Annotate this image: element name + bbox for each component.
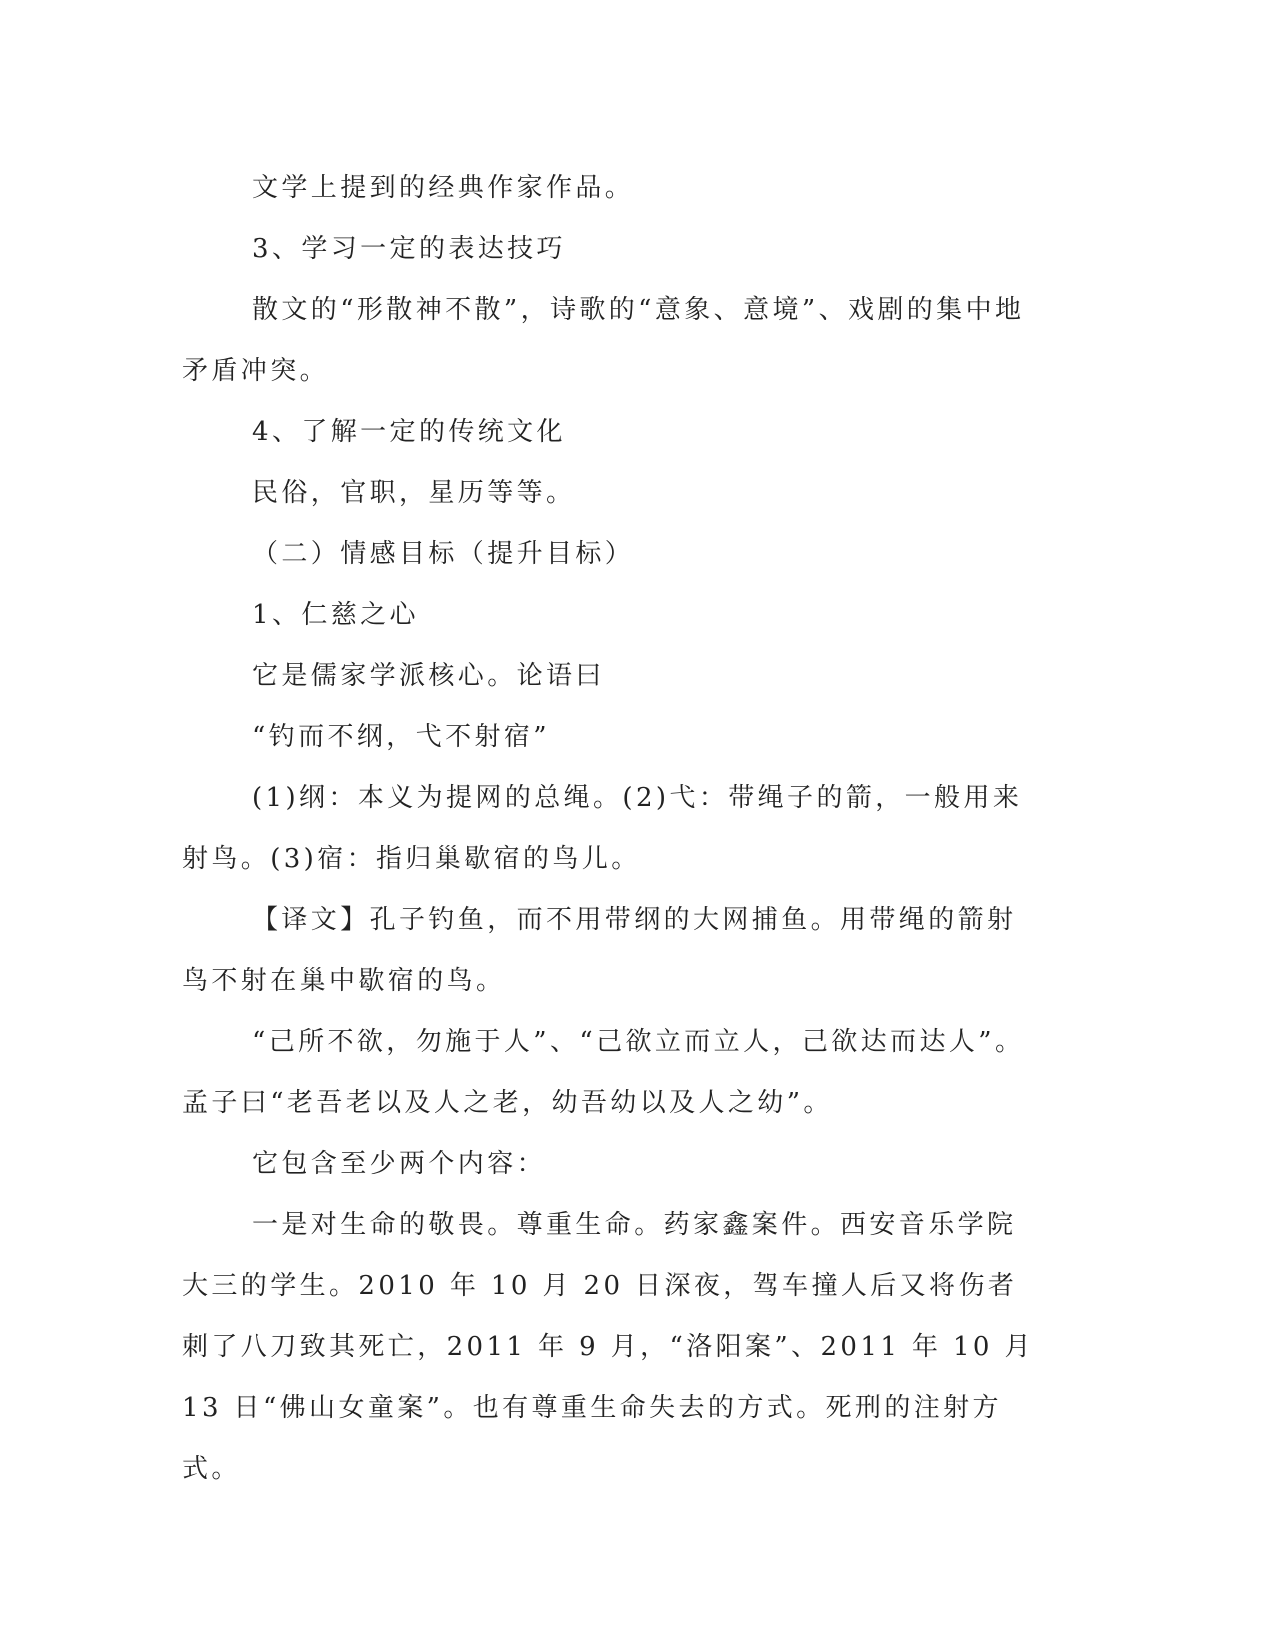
document-body [182,158,1042,1500]
paragraph-translation: 【译文】孔子钓鱼，而不用带纲的大网捕鱼。用带绳的箭射鸟不射在巢中歇宿的鸟。 [182,905,1017,996]
paragraph-traditional-culture: 民俗，官职，星历等等。 [252,478,576,508]
heading-benevolence: 1、仁慈之心 [252,600,419,630]
paragraph-confucian-core: 它是儒家学派核心。论语曰 [252,661,605,691]
heading-expression-skills: 3、学习一定的表达技巧 [252,234,566,264]
quote-analects: “钓而不纲，弋不射宿” [252,722,550,752]
paragraph-quotes-mencius: “己所不欲，勿施于人”、“己欲立而立人，己欲达而达人”。孟子曰“老吾老以及人之老，幼吾幼以及人之幼”。 [182,1027,1025,1118]
paragraph-respect-for-life: 一是对生命的敬畏。尊重生命。药家鑫案件。西安音乐学院大三的学生。2010 年 10 月 20 日深夜，驾车撞人后又将伤者刺了八刀致其死亡，2011 年 9 月，“洛阳案”、2011 年 10 月 13 日“佛山女童案”。也有尊重生命失去的方式。死刑的注射方式。 [182,1210,1034,1484]
paragraph-annotations: (1)纲：本义为提网的总绳。(2)弋：带绳子的箭，一般用来射鸟。(3)宿：指归巢歇宿的鸟儿。 [182,783,1023,874]
paragraph-classic-works: 文学上提到的经典作家作品。 [252,173,635,203]
paragraph-expression-skills: 散文的“形散神不散”，诗歌的“意象、意境”、戏剧的集中地矛盾冲突。 [182,295,1025,386]
paragraph-two-contents: 它包含至少两个内容： [252,1149,547,1179]
section-heading-emotional-goals: （二）情感目标（提升目标） [252,539,635,569]
heading-traditional-culture: 4、了解一定的传统文化 [252,417,566,447]
